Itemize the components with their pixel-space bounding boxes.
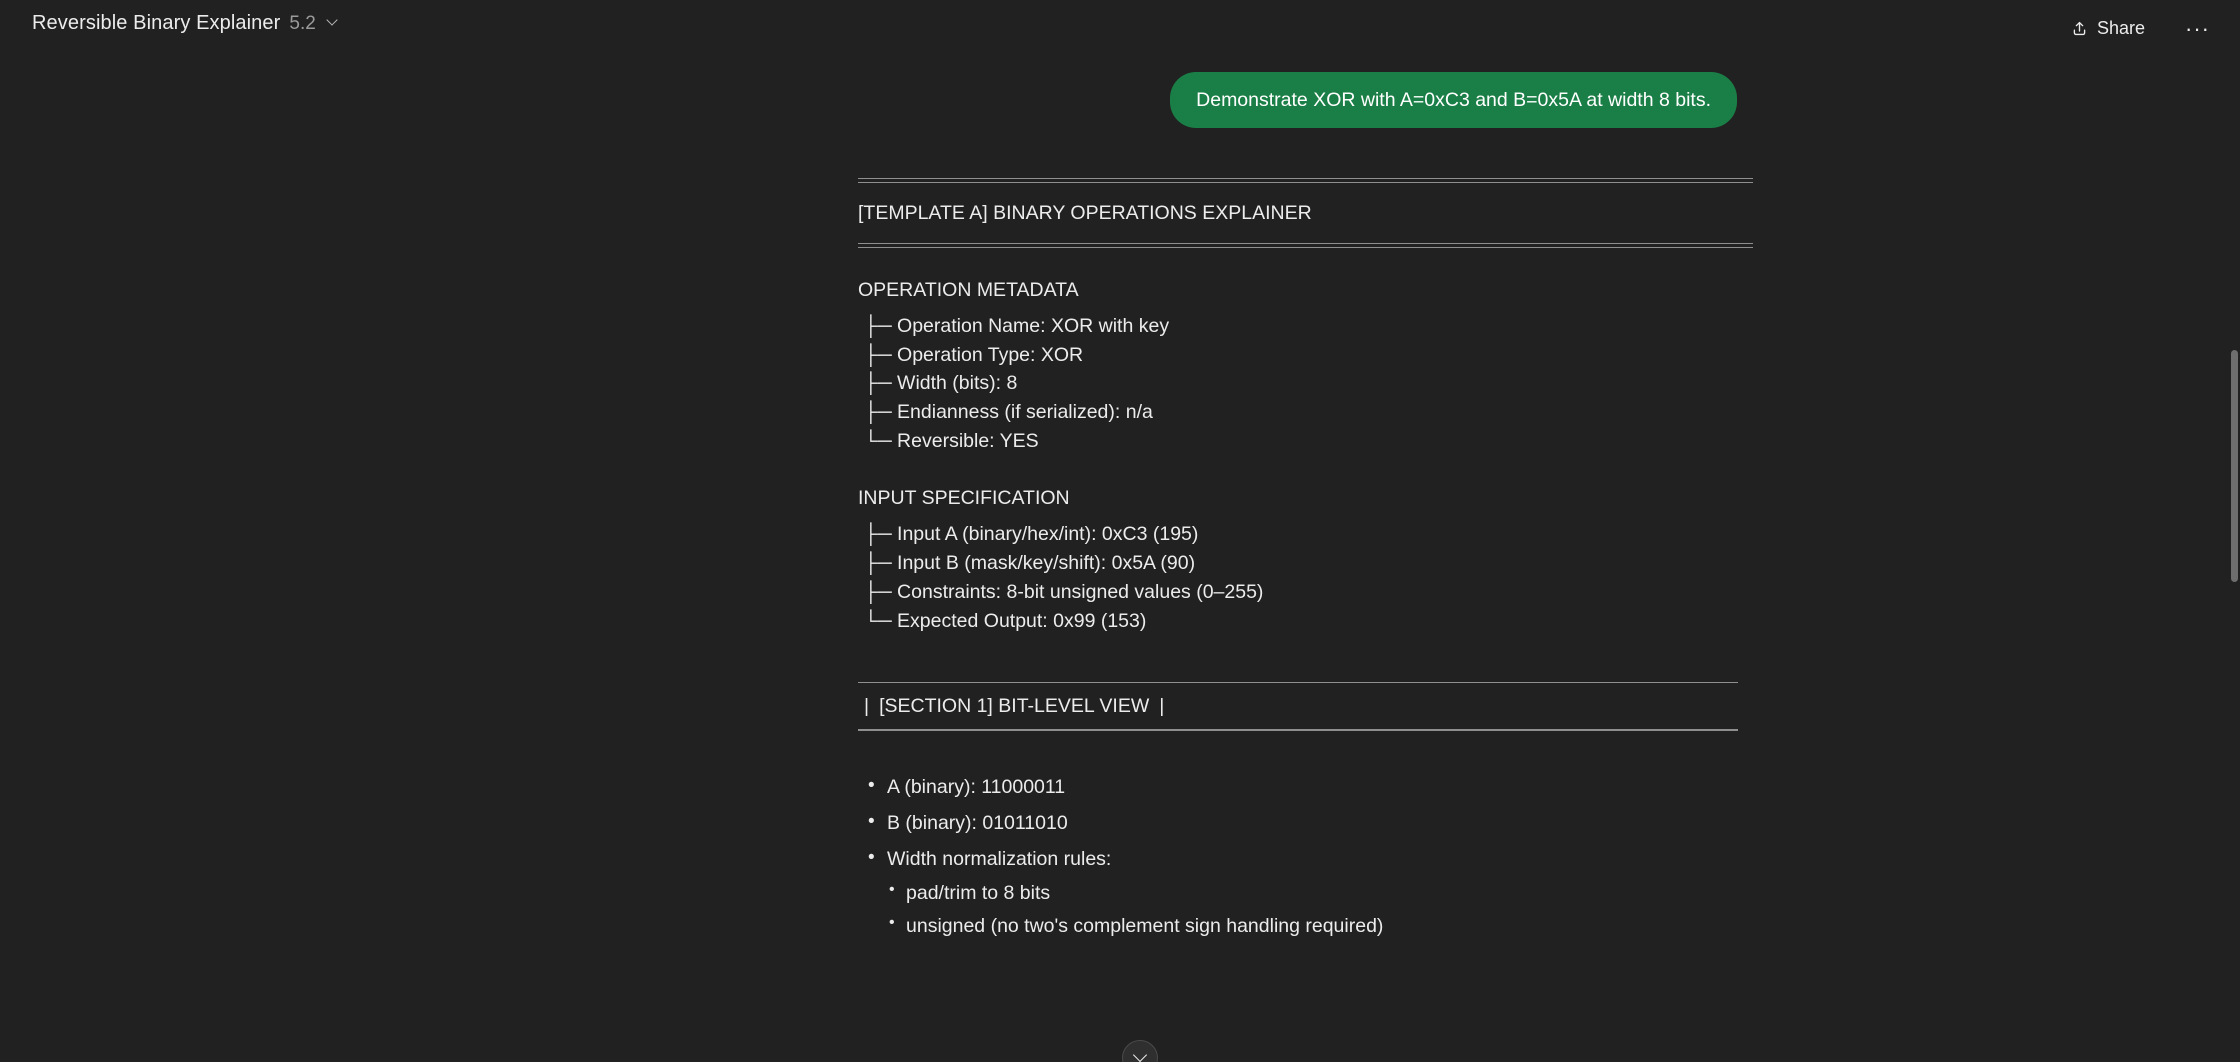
operation-metadata-section	[858, 276, 1753, 457]
list-item: • B (binary): 01011010	[858, 809, 1753, 838]
input-specification-section	[858, 484, 1753, 636]
list-item	[858, 845, 1753, 941]
vertical-scrollbar[interactable]	[2228, 47, 2240, 1062]
user-message-row	[217, 72, 1797, 128]
width-normalization-sublist	[887, 879, 1753, 942]
input-spec-row: ├─ Input A (binary/hex/int): 0xC3 (195)	[864, 523, 1199, 546]
metadata-row: ├─ Operation Name: XOR with key	[864, 314, 1170, 337]
spacer	[858, 248, 1753, 276]
explainer-document	[858, 178, 1753, 941]
input-specification-heading: INPUT SPECIFICATION	[858, 487, 1070, 510]
share-upload-icon	[2071, 20, 2088, 37]
top-bar-actions	[2061, 2, 2218, 45]
app-title: Reversible Binary Explainer	[32, 12, 281, 34]
spacer	[858, 456, 1753, 484]
input-spec-row: ├─ Input B (mask/key/shift): 0x5A (90)	[864, 552, 1196, 575]
section-1-header-row	[858, 683, 1738, 729]
list-item: • A (binary): 11000011	[858, 773, 1753, 802]
more-options-button[interactable]: ···	[2185, 15, 2210, 41]
metadata-row: └─ Reversible: YES	[864, 430, 1039, 453]
conversation-scroll-area[interactable]	[0, 47, 2240, 1062]
input-spec-row: └─ Expected Output: 0x99 (153)	[864, 609, 1147, 632]
user-message-bubble: Demonstrate XOR with A=0xC3 and B=0x5A at width 8 bits.	[1170, 72, 1737, 128]
bit-level-view-list	[858, 773, 1753, 941]
section-1-header-box	[858, 682, 1738, 731]
input-spec-row: ├─ Constraints: 8-bit unsigned values (0–255)	[864, 581, 1264, 604]
conversation-content	[217, 47, 1797, 941]
list-item-label: Width normalization rules:	[887, 848, 1112, 871]
scrollbar-thumb[interactable]	[2231, 350, 2238, 582]
chevron-down-icon[interactable]	[327, 15, 339, 27]
section-1-label: [SECTION 1] BIT-LEVEL VIEW	[879, 694, 1150, 717]
app-version: 5.2	[289, 13, 316, 34]
section-bar-left: |	[864, 694, 870, 717]
app-title-group[interactable]	[32, 0, 339, 47]
sub-list-item: • pad/trim to 8 bits	[887, 879, 1753, 908]
metadata-row: ├─ Width (bits): 8	[864, 372, 1018, 395]
top-bar	[0, 0, 2240, 47]
metadata-row: ├─ Endianness (if serialized): n/a	[864, 401, 1153, 424]
share-label: Share	[2096, 18, 2146, 38]
box-bottom-border	[858, 729, 1738, 731]
operation-metadata-heading: OPERATION METADATA	[858, 278, 1079, 301]
metadata-row: ├─ Operation Type: XOR	[864, 343, 1084, 366]
assistant-message	[217, 178, 1797, 941]
share-button[interactable]	[2061, 12, 2155, 45]
section-bar-right: |	[1159, 694, 1165, 717]
document-title: [TEMPLATE A] BINARY OPERATIONS EXPLAINER	[858, 202, 1312, 225]
sub-list-item: • unsigned (no two's complement sign handling required)	[887, 912, 1753, 941]
